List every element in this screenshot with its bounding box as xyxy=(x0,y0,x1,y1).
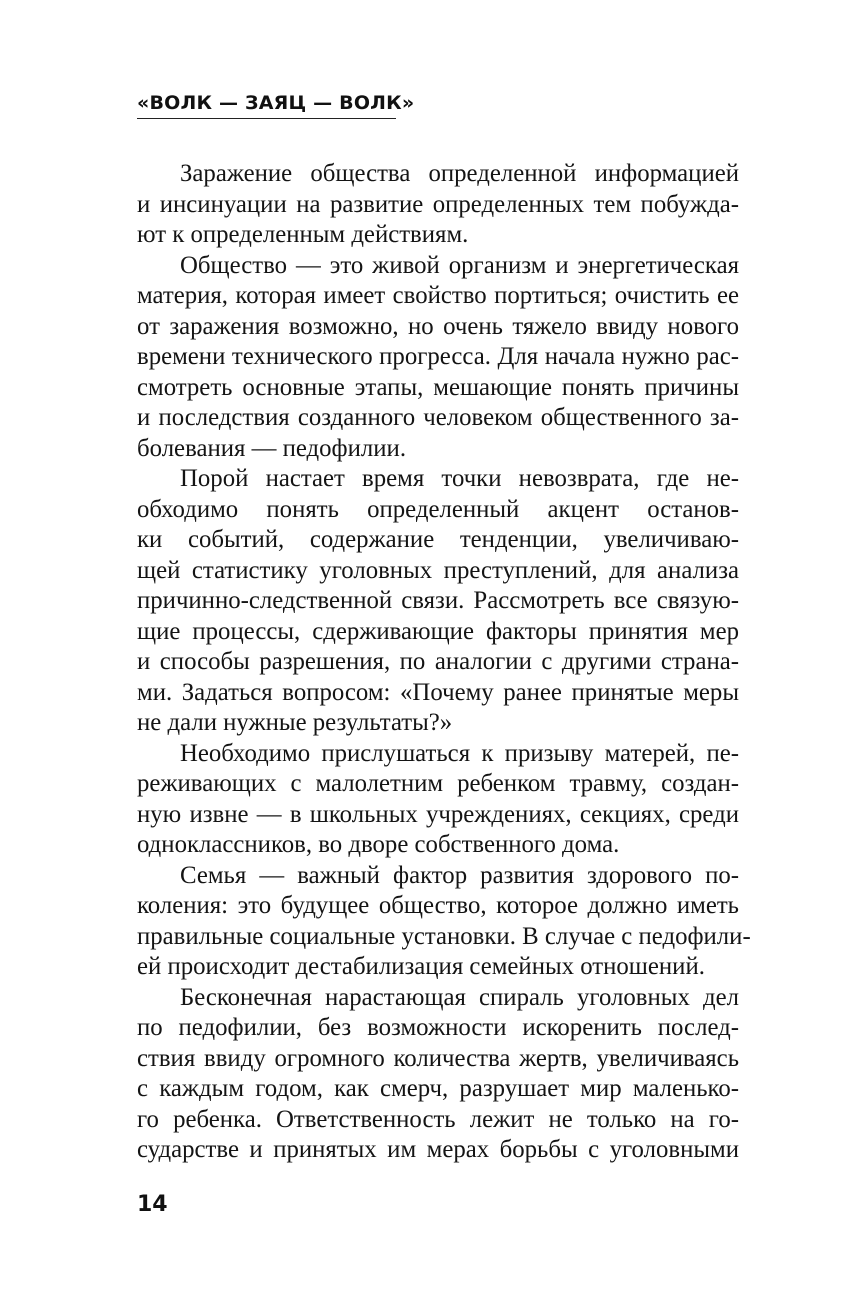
text-line: времени технического прогресса. Для начала нужно рас- xyxy=(137,343,739,370)
text-line: сударстве и принятых им мерах борьбы с уголовными xyxy=(137,1136,739,1163)
text-line: го ребенка. Ответственность лежит не только на го- xyxy=(137,1105,739,1133)
text-line: Бесконечная нарастающая спираль уголовных дел xyxy=(180,983,739,1011)
text-line: по педофилии, без возможности искоренить послед- xyxy=(137,1014,739,1041)
body-text xyxy=(137,159,751,1166)
text-line: материя, которая имеет свойство портиться; очистить ее xyxy=(137,282,739,309)
text-line: от заражения возможно, но очень тяжело ввиду нового xyxy=(137,312,739,340)
text-line: обходимо понять определенный акцент останов- xyxy=(137,495,739,523)
text-line: Необходимо прислушаться к призыву матерей, пе- xyxy=(180,739,739,767)
text-line: причинно-следственной связи. Рассмотреть все связую- xyxy=(137,587,739,614)
running-head-rule xyxy=(137,118,396,119)
text-line: болевания — педофилии. xyxy=(137,434,407,462)
text-line: с каждым годом, как смерч, разрушает мир маленько- xyxy=(137,1075,739,1102)
page-number: 14 xyxy=(137,1192,168,1217)
text-line: реживающих с малолетним ребенком травму, создан- xyxy=(137,770,739,797)
text-line: правильные социальные установки. В случае с педофили- xyxy=(137,922,751,950)
paragraph xyxy=(137,159,739,251)
text-line: и способы разрешения, по аналогии с другими страна- xyxy=(137,648,739,675)
text-line: щие процессы, сдерживающие факторы принятия мер xyxy=(137,617,739,645)
text-line: Семья — важный фактор развития здорового по- xyxy=(180,861,739,889)
running-head: «ВОЛК — ЗАЯЦ — ВОЛК» xyxy=(137,92,415,114)
text-line: смотреть основные этапы, мешающие понять причины xyxy=(137,373,739,401)
text-line: не дали нужные результаты?» xyxy=(137,709,453,736)
paragraph xyxy=(137,464,739,739)
text-line: и инсинуации на развитие определенных тем побужда- xyxy=(137,190,739,218)
text-line: коления: это будущее общество, которое должно иметь xyxy=(137,892,739,919)
text-line: щей статистику уголовных преступлений, для анализа xyxy=(137,556,739,584)
text-line: ствия ввиду огромного количества жертв, увеличиваясь xyxy=(137,1044,739,1072)
text-line: Заражение общества определенной информацией xyxy=(180,160,739,187)
text-line: Порой настает время точки невозврата, где не- xyxy=(180,465,739,492)
paragraph xyxy=(137,251,739,465)
paragraph xyxy=(137,861,751,983)
text-line: ют к определенным действиям. xyxy=(137,221,469,248)
paragraph xyxy=(137,739,739,861)
text-line: ки событий, содержание тенденции, увеличиваю- xyxy=(137,526,739,553)
text-line: ную извне — в школьных учреждениях, секциях, среди xyxy=(137,800,739,828)
text-line: ей происходит дестабилизация семейных отношений. xyxy=(137,953,705,980)
text-line: Общество — это живой организм и энергетическая xyxy=(180,251,739,279)
text-line: ми. Задаться вопросом: «Почему ранее принятые меры xyxy=(137,678,739,706)
text-line: и последствия созданного человеком общественного за- xyxy=(137,404,739,431)
paragraph xyxy=(137,983,739,1166)
text-line: одноклассников, во дворе собственного дома. xyxy=(137,831,620,858)
